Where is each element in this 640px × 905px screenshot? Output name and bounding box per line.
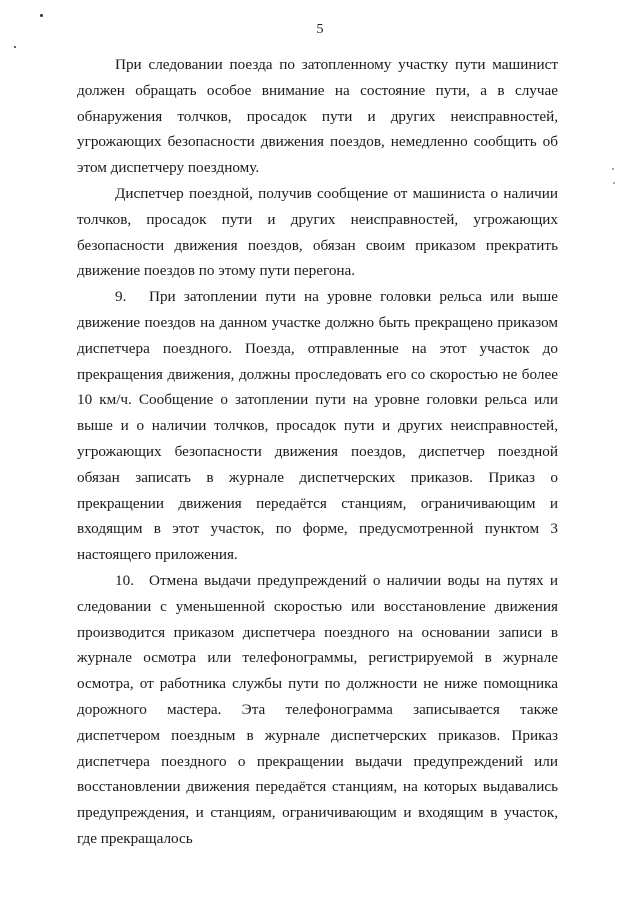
document-body (77, 52, 558, 852)
paragraph-text: Отмена выдачи предупреждений о наличии воды на путях и следовании с уменьшенной скоростью или восстановление движения производится приказом диспетчера поездного на основании записи в журнале осмотра или телефонограммы, регистрируемой в журнале осмотра, от работника службы пути по должности не ниже помощника дорожного мастера. Эта телефонограмма записывается также диспетчером поездным в журнале диспетчерских приказов. Приказ диспетчера поездного о прекращении выдачи предупреждений или восстановлении движения передаётся станциям, на которых выдавались предупреждения, и станциям, ограничивающим и входящим в участок, где прекращалось (77, 571, 558, 847)
item-number: 10. (115, 571, 134, 589)
paragraph-item-10 (77, 568, 558, 852)
paragraph-text: Диспетчер поездной, получив сообщение от машиниста о наличии толчков, просадок пути и других неисправностей, угрожающих безопасности движения поездов, обязан своим приказом прекратить движение поездов по этому пути перегона. (77, 184, 558, 280)
scan-speck (612, 168, 614, 170)
page-number: 5 (316, 22, 324, 37)
item-number: 9. (115, 288, 127, 306)
paragraph-text: При следовании поезда по затопленному участку пути машинист должен обращать особое внимание на состояние пути, а в случае обнаружения толчков, просадок пути и других неисправностей, угрожающих безопасности движения поездов, немедленно сообщить об этом диспетчеру поездному. (77, 56, 558, 177)
scan-speck (613, 182, 615, 184)
paragraph-text: При затоплении пути на уровне головки рельса или выше движение поездов на данном участке должно быть прекращено приказом диспетчера поездного. Поезда, отправленные на этот участок до прекращения движения, должны проследовать его со скоростью не более 10 км/ч. Сообщение о затоплении пути на уровне головки рельса или выше и о наличии толчков, просадок пути и других неисправностей, угрожающих безопасности движения поездов, диспетчер поездной обязан записать в журнале диспетчерских приказов. Приказ о прекращении движения передаётся станциям, ограничивающим и входящим в этот участок, по форме, предусмотренной пунктом 3 настоящего приложения. (77, 288, 558, 564)
scan-speck (14, 46, 16, 48)
paragraph-dispatcher-order (77, 181, 558, 284)
scan-speck (40, 14, 43, 17)
paragraph-flooded-section (77, 52, 558, 181)
paragraph-item-9 (77, 284, 558, 568)
